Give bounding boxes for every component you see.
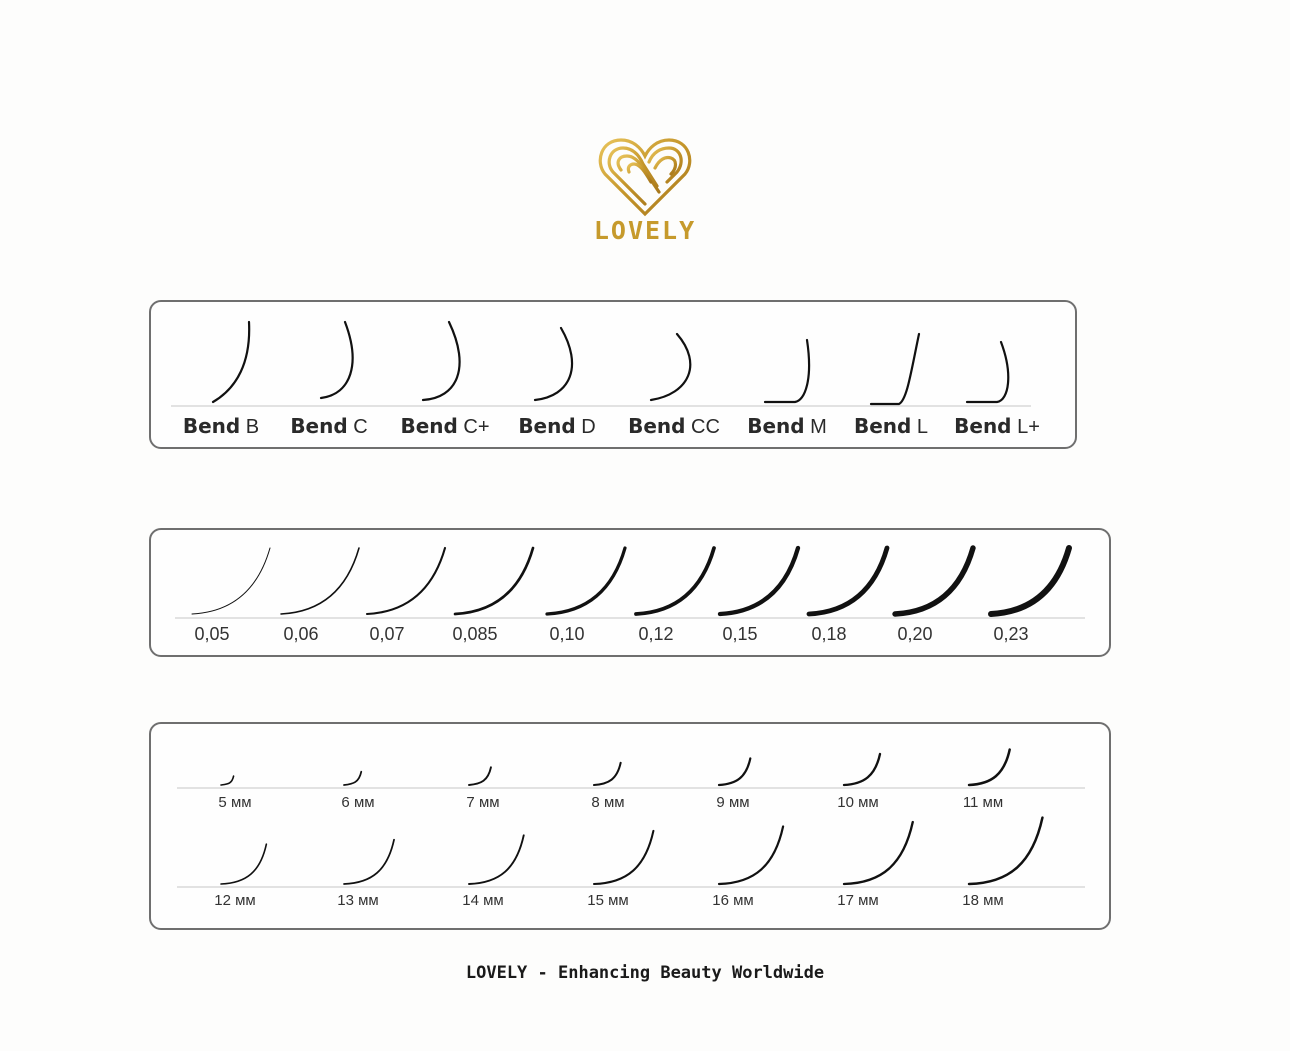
thickness-label: 0,05 bbox=[194, 624, 230, 644]
length-label: 16 мм bbox=[712, 892, 754, 909]
length-label: 12 мм bbox=[214, 892, 256, 909]
bend-label bbox=[400, 414, 489, 439]
length-curve bbox=[594, 763, 621, 785]
thickness-curve bbox=[281, 548, 359, 614]
bend-code: L bbox=[911, 416, 929, 438]
bend-curve bbox=[651, 334, 690, 400]
thickness-curve bbox=[367, 548, 445, 614]
bend-curve bbox=[423, 322, 460, 400]
bend-word: Bend bbox=[628, 414, 686, 438]
thickness-curve bbox=[455, 548, 533, 614]
bend-curve bbox=[967, 342, 1008, 402]
thickness-panel bbox=[149, 528, 1111, 657]
bend-label bbox=[518, 414, 595, 439]
length-label: 9 мм bbox=[716, 794, 750, 811]
bend-curve bbox=[871, 334, 919, 404]
thickness-label: 0,12 bbox=[638, 624, 674, 644]
bend-code: D bbox=[575, 416, 596, 438]
length-curve bbox=[344, 772, 361, 785]
length-label: 15 мм bbox=[587, 892, 629, 909]
footer-tagline: LOVELY - Enhancing Beauty Worldwide bbox=[465, 963, 825, 983]
length-label: 14 мм bbox=[462, 892, 504, 909]
bend-label bbox=[747, 414, 827, 439]
thickness-label: 0,085 bbox=[452, 624, 498, 644]
thickness-curve bbox=[547, 548, 625, 614]
bend-curve bbox=[765, 340, 809, 402]
bend-label bbox=[628, 414, 720, 439]
bend-word: Bend bbox=[747, 414, 805, 438]
length-label: 18 мм bbox=[962, 892, 1004, 909]
length-label: 17 мм bbox=[837, 892, 879, 909]
bend-code: M bbox=[804, 416, 827, 438]
length-curve bbox=[844, 754, 880, 785]
bend-code: L+ bbox=[1011, 416, 1040, 438]
length-curve bbox=[344, 840, 394, 884]
thickness-label: 0,06 bbox=[283, 624, 319, 644]
length-label: 11 мм bbox=[962, 794, 1004, 811]
length-curve bbox=[719, 826, 783, 884]
thickness-curve bbox=[192, 548, 270, 614]
bend-curve bbox=[321, 322, 353, 398]
bend-types-panel bbox=[149, 300, 1077, 449]
length-curve bbox=[221, 844, 266, 884]
bend-word: Bend bbox=[290, 414, 348, 438]
length-curve bbox=[719, 758, 750, 785]
bend-word: Bend bbox=[853, 414, 912, 438]
bend-word: Bend bbox=[400, 414, 458, 438]
length-label: 6 мм bbox=[341, 794, 375, 811]
bend-label bbox=[183, 414, 259, 439]
thickness-curve bbox=[720, 548, 798, 614]
bend-word: Bend bbox=[954, 414, 1012, 438]
length-label: 7 мм bbox=[466, 794, 500, 811]
length-curve bbox=[594, 831, 653, 884]
bend-word: Bend bbox=[518, 414, 576, 438]
length-curve bbox=[969, 818, 1042, 884]
bend-curve bbox=[213, 322, 249, 402]
length-label: 5 мм bbox=[218, 794, 252, 811]
brand-name: LOVELY bbox=[593, 216, 697, 245]
thickness-label: 0,23 bbox=[993, 624, 1029, 644]
thickness-label: 0,15 bbox=[722, 624, 758, 644]
bend-label bbox=[290, 414, 367, 439]
bend-code: CC bbox=[685, 416, 720, 438]
bend-code: B bbox=[240, 416, 260, 438]
bend-curve bbox=[535, 328, 572, 400]
thickness-label: 0,20 bbox=[897, 624, 933, 644]
length-curve bbox=[469, 767, 491, 785]
length-label: 13 мм bbox=[337, 892, 379, 909]
bend-word: Bend bbox=[182, 414, 241, 438]
length-label: 10 мм bbox=[837, 794, 879, 811]
thickness-label: 0,10 bbox=[549, 624, 585, 644]
bend-code: C+ bbox=[457, 416, 490, 438]
length-curve bbox=[469, 835, 524, 884]
length-curve bbox=[221, 776, 234, 785]
thickness-label: 0,07 bbox=[369, 624, 405, 644]
length-label: 8 мм bbox=[591, 794, 625, 811]
thickness-curve bbox=[991, 548, 1069, 614]
heart-logo-icon bbox=[597, 132, 693, 218]
bend-label bbox=[954, 414, 1040, 439]
thickness-curve bbox=[636, 548, 714, 614]
thickness-curve bbox=[809, 548, 887, 614]
length-curve bbox=[969, 750, 1010, 785]
thickness-label: 0,18 bbox=[811, 624, 847, 644]
bend-label bbox=[854, 414, 928, 439]
lengths-panel bbox=[149, 722, 1111, 930]
thickness-curve bbox=[895, 548, 973, 614]
bend-code: C bbox=[347, 416, 368, 438]
brand-logo bbox=[585, 132, 705, 252]
length-curve bbox=[844, 822, 913, 884]
